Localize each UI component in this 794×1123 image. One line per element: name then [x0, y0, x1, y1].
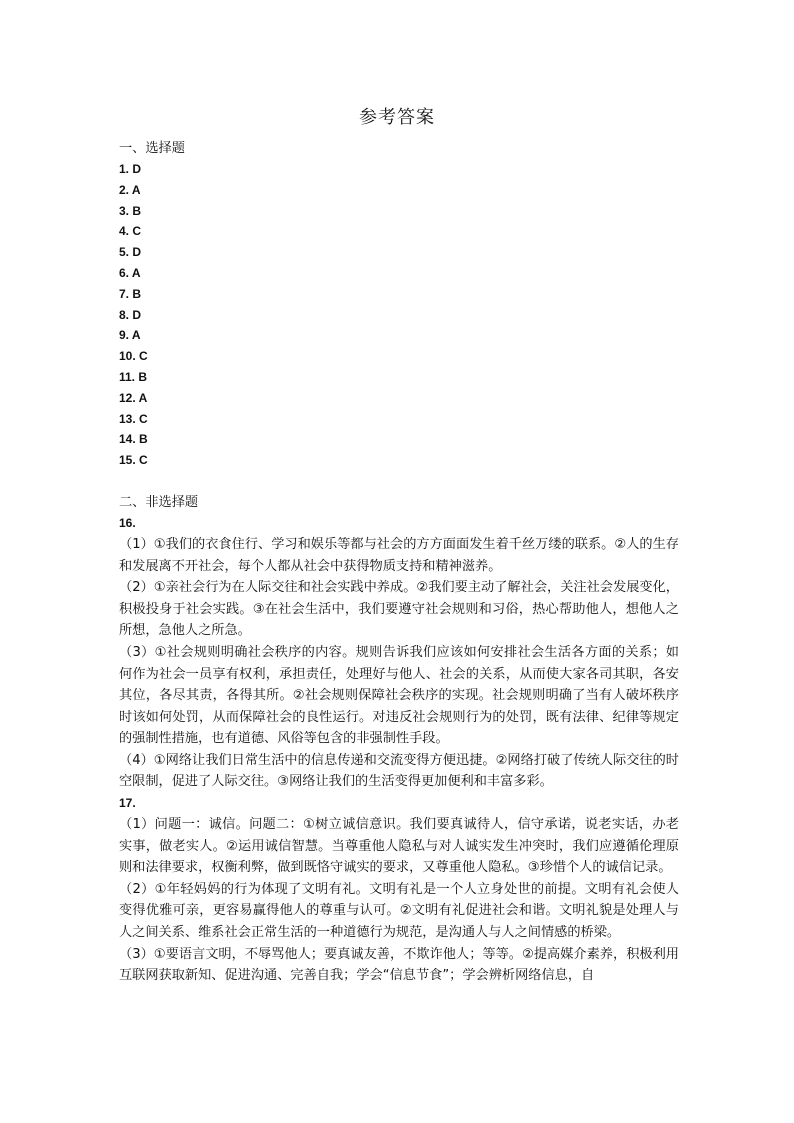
answer-item: 7. B: [119, 286, 142, 301]
answer-item: 10. C: [119, 349, 148, 364]
q16-answer-part-3: （3）①社会规则明确社会秩序的内容。规则告诉我们应该如何安排社会生活各方面的关系；如何作为社会一员享有权利，承担责任，处理好与他人、社会的关系，从而使大家各司其职，各安其位，各尽其责，各得其所。②社会规则保障社会秩序的实现。社会规则明确了当有人破坏秩序时该如何处罚，从而保障社会的良性运行。对违反社会规则行为的处罚，既有法律、纪律等规定的强制性措施，也有道德、风俗等包含的非强制性手段。: [119, 644, 679, 747]
answer-item: 9. A: [119, 328, 141, 343]
answer-item: 1. D: [119, 162, 142, 176]
q16-answer-part-1: （1）①我们的衣食住行、学习和娱乐等都与社会的方方面面发生着千丝万缕的联系。②人的生存和发展离不开社会，每个人都从社会中获得物质支持和精神滋养。: [119, 536, 679, 574]
answer-item: 11. B: [119, 369, 148, 384]
answer-item: 6. A: [119, 265, 141, 280]
answer-item: 12. A: [119, 390, 148, 405]
question-number-17: 17.: [119, 796, 136, 811]
answer-item: 14. B: [119, 432, 148, 447]
answer-item: 3. B: [119, 203, 142, 218]
q17-answer-part-1: （1）问题一：诚信。问题二：①树立诚信意识。我们要真诚待人，信守承诺，说老实话，办老实事，做老实人。②运用诚信智慧。当尊重他人隐私与对人诚实发生冲突时，我们应遵循伦理原则和法律要求，权衡利弊，做到既恪守诚实的要求，又尊重他人隐私。③珍惜个人的诚信记录。: [119, 817, 679, 876]
section-spacer: [119, 471, 679, 492]
q17-answer-part-3: （3）①要语言文明，不辱骂他人；要真诚友善，不欺诈他人；等等。②提高媒介素养，积极利用互联网获取新知、促进沟通、完善自我；学会“信息节食”；学会辨析网络信息，自: [119, 946, 679, 984]
answer-item: 4. C: [119, 224, 142, 239]
q17-answer-part-2: （2）①年轻妈妈的行为体现了文明有礼。文明有礼是一个人立身处世的前提。文明有礼会使人变得优雅可亲，更容易赢得他人的尊重与认可。②文明有礼促进社会和谐。文明礼貌是处理人与人之间关系、维系社会正常生活的一种道德行为规范，是沟通人与人之间情感的桥梁。: [119, 881, 679, 941]
answer-item: 8. D: [119, 307, 142, 322]
document-body: [119, 138, 679, 987]
answer-item: 15. C: [119, 453, 148, 468]
answer-item: 5. D: [119, 245, 142, 260]
q16-answer-part-4: （4）①网络让我们日常生活中的信息传递和交流变得方便迅捷。②网络打破了传统人际交往的时空限制，促进了人际交往。③网络让我们的生活变得更加便利和丰富多彩。: [119, 752, 679, 790]
section-heading-non-choice: 二、非选择题: [119, 494, 199, 510]
answer-item: 13. C: [119, 411, 148, 426]
section-heading-choice: 一、选择题: [119, 141, 185, 156]
question-number-16: 16.: [119, 515, 136, 530]
choice-answer-list: [119, 159, 679, 471]
answer-item: 2. A: [119, 182, 141, 197]
q16-answer-part-2: （2）①亲社会行为在人际交往和社会实践中养成。②我们要主动了解社会，关注社会发展变化，积极投身于社会实践。③在社会生活中，我们要遵守社会规则和习俗，热心帮助他人，想他人之所想，急他人之所急。: [119, 580, 679, 639]
page-title: 参考答案: [359, 107, 435, 128]
